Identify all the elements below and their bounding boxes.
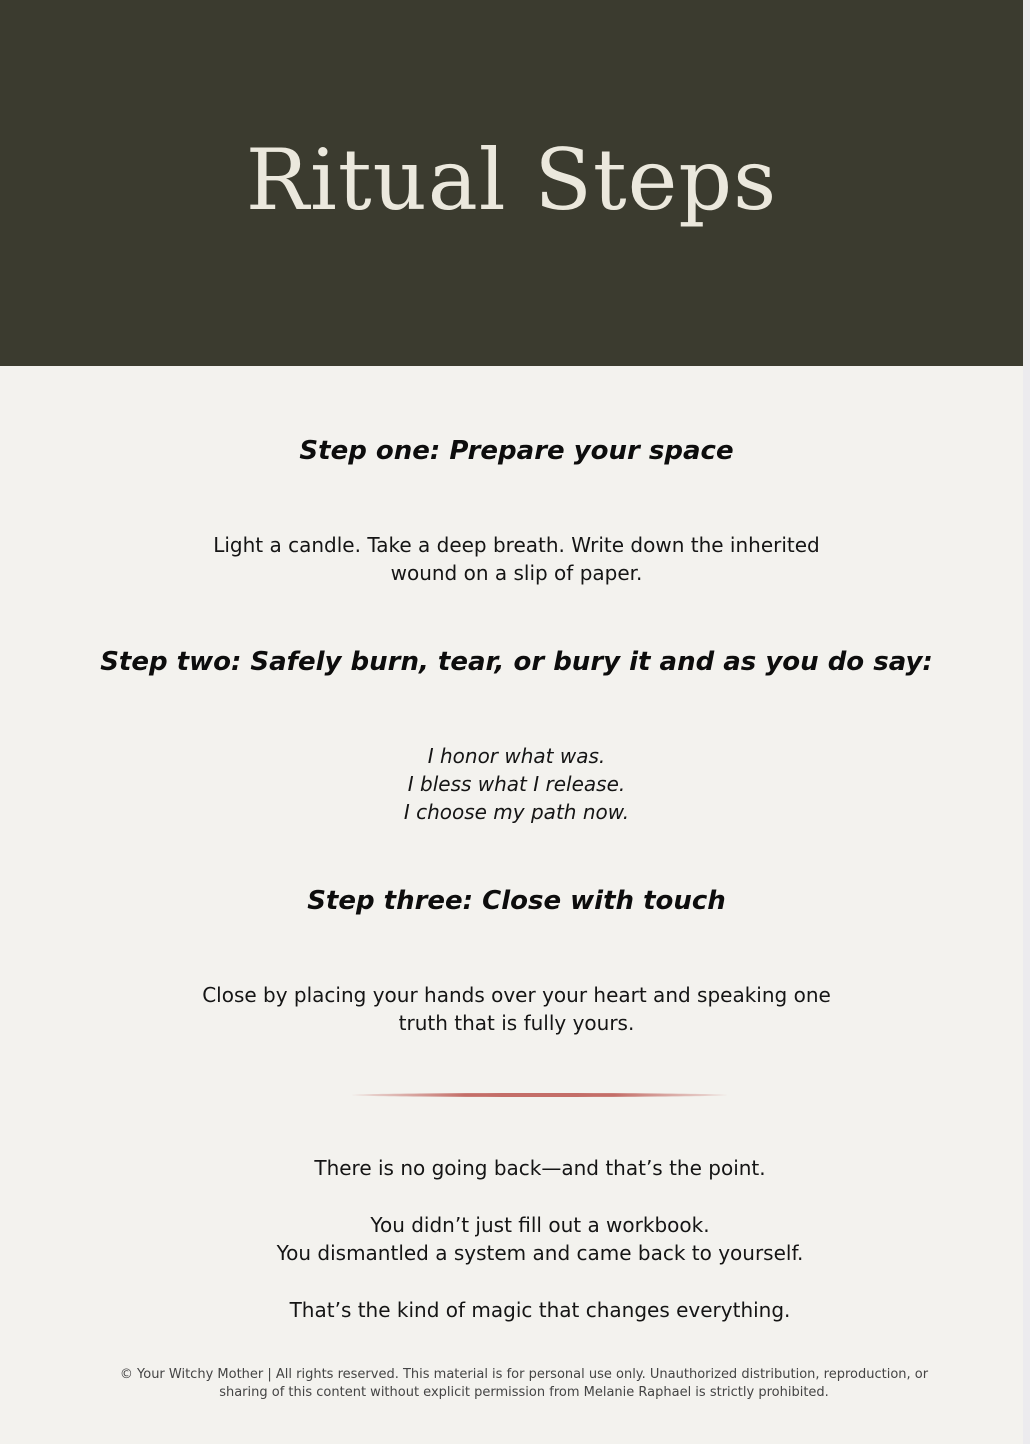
step-three-heading: Step three: Close with touch (307, 886, 726, 916)
copyright-footer (0, 1366, 1030, 1402)
step-three-text (0, 981, 1030, 1037)
step-one-line-1: Light a candle. Take a deep breath. Write down the inherited (213, 533, 820, 557)
header-banner (0, 0, 1023, 366)
affirmation-line-2: I bless what I release. (407, 772, 626, 796)
step-one-heading: Step one: Prepare your space (299, 436, 734, 466)
step-one-text (0, 531, 1030, 587)
closing-paragraph-2-line-2: You dismantled a system and came back to yourself. (276, 1241, 804, 1265)
step-three-line-1: Close by placing your hands over your heart and speaking one (202, 983, 831, 1007)
footer-line-1: © Your Witchy Mother | All rights reserved. This material is for personal use only. Unauthorized distribution, reproduction, or (119, 1367, 929, 1382)
step-three-line-2: truth that is fully yours. (398, 1011, 635, 1035)
step-one-line-2: wound on a slip of paper. (390, 561, 643, 585)
step-two-affirmations (0, 742, 1030, 826)
closing-paragraph-3: That’s the kind of magic that changes everything. (289, 1298, 791, 1322)
closing-paragraph-1: There is no going back—and that’s the point. (314, 1156, 766, 1180)
page-title: Ritual Steps (245, 131, 778, 229)
affirmation-line-3: I choose my path now. (403, 800, 630, 824)
section-divider (352, 1093, 727, 1097)
closing-message (0, 1154, 1030, 1324)
footer-line-2: sharing of this content without explicit permission from Melanie Raphael is strictly prohibited. (219, 1385, 829, 1400)
affirmation-line-1: I honor what was. (427, 744, 606, 768)
closing-paragraph-2-line-1: You didn’t just fill out a workbook. (370, 1213, 710, 1237)
step-two-heading: Step two: Safely burn, tear, or bury it and as you do say: (100, 647, 933, 677)
